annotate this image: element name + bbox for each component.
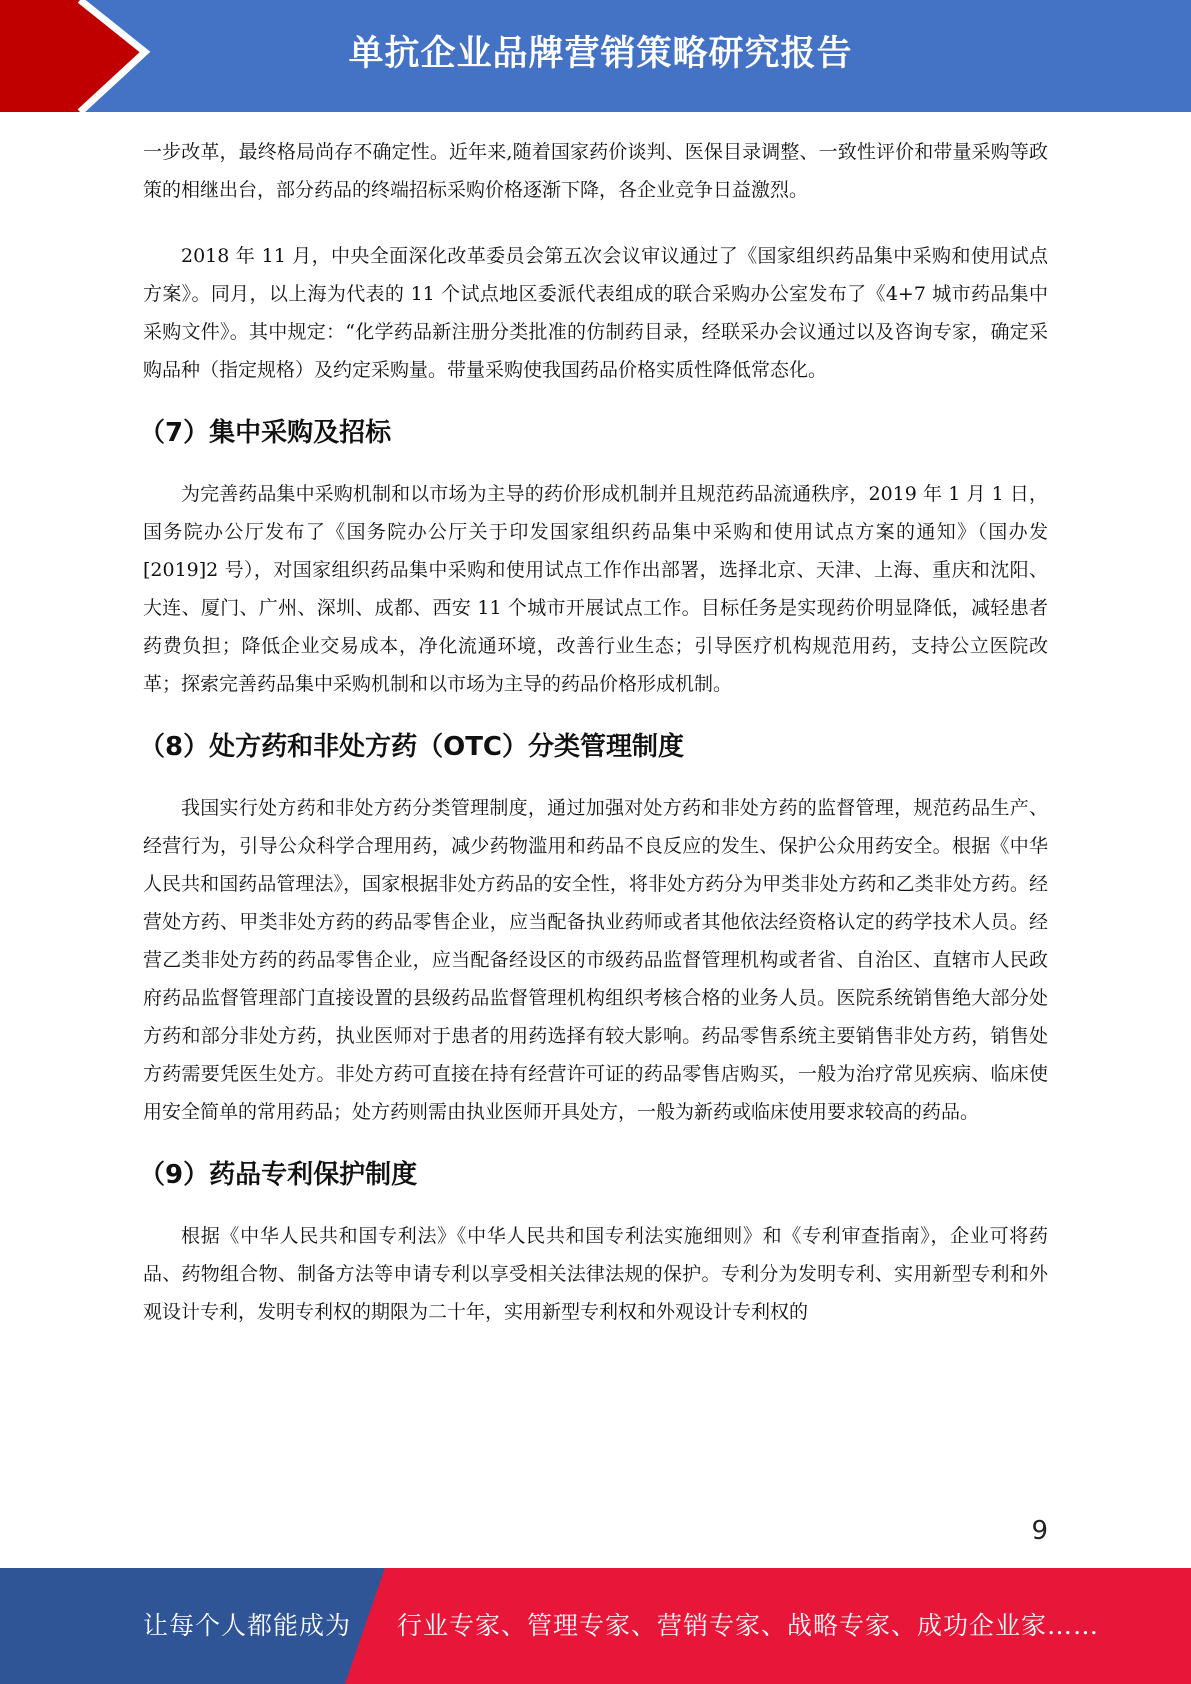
- report-title: 单抗企业品牌营销策略研究报告: [348, 34, 853, 74]
- footer-slogan-right: 行业专家、管理专家、营销专家、战略专家、成功企业家……: [397, 1611, 1100, 1640]
- section-heading: （8）处方药和非处方药（OTC）分类管理制度: [139, 732, 685, 762]
- page-header: [0, 0, 1191, 112]
- document-body: [139, 133, 1048, 1331]
- footer-slogan-left: 让每个人都能成为: [143, 1611, 352, 1640]
- section-heading: （7）集中采购及招标: [139, 418, 392, 448]
- paragraph: 2018 年 11 月，中央全面深化改革委员会第五次会议审议通过了《国家组织药品集中采购和使用试点方案》。同月，以上海为代表的 11 个试点地区委派代表组成的联合采购办公室发布了《4+7 城市药品集中采购文件》。其中规定：“化学药品新注册分类批准的仿制药目录，经联采办会议通过以及咨询专家，确定采购品种（指定规格）及约定采购量。带量采购使我国药品价格实质性降低常态化。: [143, 245, 1048, 381]
- page-number: 9: [1031, 1516, 1048, 1546]
- page-footer: [0, 1568, 1191, 1684]
- paragraph: 为完善药品集中采购机制和以市场为主导的药价形成机制并且规范药品流通秩序，2019 年 1 月 1 日，国务院办公厅发布了《国务院办公厅关于印发国家组织药品集中采购和使用试点方案的通知》（国办发[2019]2 号），对国家组织药品集中采购和使用试点工作作出部署，选择北京、天津、上海、重庆和沈阳、大连、厦门、广州、深圳、成都、西安 11 个城市开展试点工作。目标任务是实现药价明显降低，减轻患者药费负担；降低企业交易成本，净化流通环境，改善行业生态；引导医疗机构规范用药，支持公立医院改革；探索完善药品集中采购机制和以市场为主导的药品价格形成机制。: [143, 483, 1048, 695]
- paragraph: 一步改革，最终格局尚存不确定性。近年来,随着国家药价谈判、医保目录调整、一致性评价和带量采购等政策的相继出台，部分药品的终端招标采购价格逐渐下降，各企业竞争日益激烈。: [143, 141, 1048, 201]
- paragraph: 我国实行处方药和非处方药分类管理制度，通过加强对处方药和非处方药的监督管理，规范药品生产、经营行为，引导公众科学合理用药，减少药物滥用和药品不良反应的发生、保护公众用药安全。根据《中华人民共和国药品管理法》，国家根据非处方药品的安全性，将非处方药分为甲类非处方药和乙类非处方药。经营处方药、甲类非处方药的药品零售企业，应当配备执业药师或者其他依法经资格认定的药学技术人员。经营乙类非处方药的药品零售企业，应当配备经设区的市级药品监督管理机构或者省、自治区、直辖市人民政府药品监督管理部门直接设置的县级药品监督管理机构组织考核合格的业务人员。医院系统销售绝大部分处方药和部分非处方药，执业医师对于患者的用药选择有较大影响。药品零售系统主要销售非处方药，销售处方药需要凭医生处方。非处方药可直接在持有经营许可证的药品零售店购买，一般为治疗常见疾病、临床使用安全简单的常用药品；处方药则需由执业医师开具处方，一般为新药或临床使用要求较高的药品。: [143, 797, 1048, 1123]
- paragraph: 根据《中华人民共和国专利法》《中华人民共和国专利法实施细则》和《专利审查指南》，企业可将药品、药物组合物、制备方法等申请专利以享受相关法律法规的保护。专利分为发明专利、实用新型专利和外观设计专利，发明专利权的期限为二十年，实用新型专利权和外观设计专利权的: [143, 1225, 1048, 1323]
- section-heading: （9）药品专利保护制度: [139, 1160, 418, 1190]
